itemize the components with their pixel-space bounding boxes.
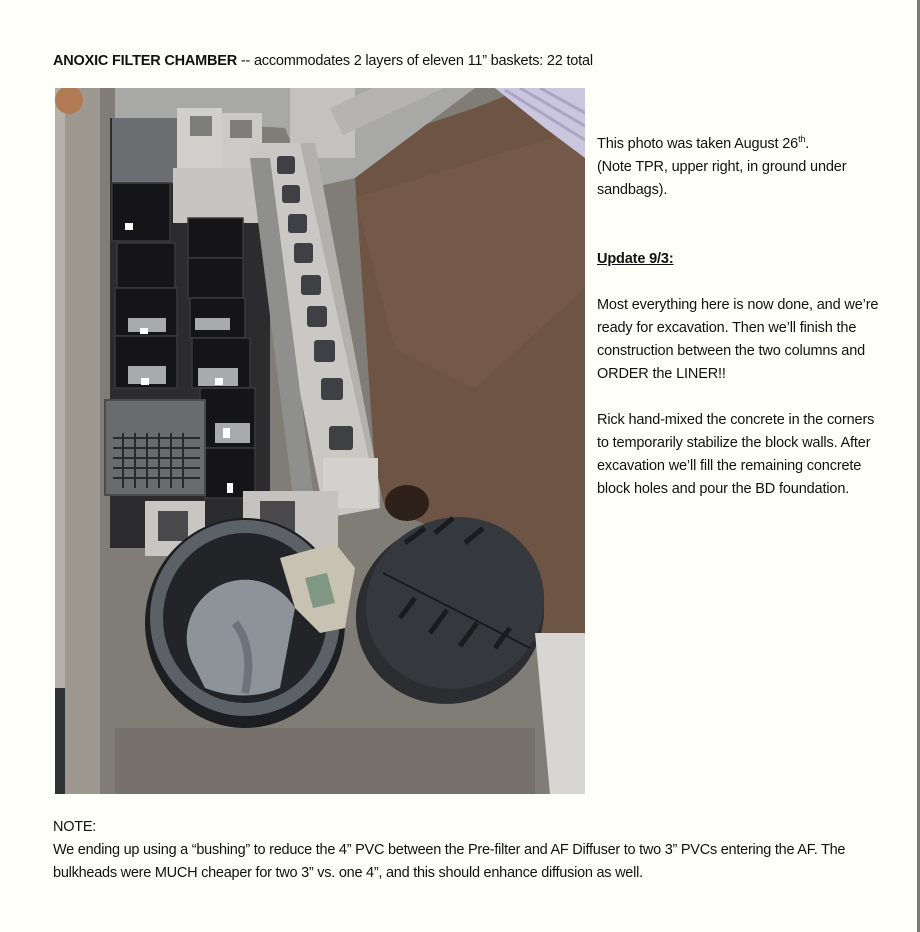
update-paragraph-2: Rick hand-mixed the concrete in the corners to temporarily stabilize the block walls. After excavation we’ll fill the remaining concrete block holes and pour the BD foundation. — [597, 412, 875, 497]
note-body: We ending up using a “bushing” to reduce the 4” PVC between the Pre-filter and AF Diffuser to two 3” PVCs entering the AF. The bulkheads were MUCH cheaper for two 3” vs. one 4”, and this should enhance diffusion as well. — [53, 842, 846, 881]
construction-photo — [55, 88, 585, 794]
note-label: NOTE: — [53, 819, 97, 835]
photo-caption-column — [597, 133, 887, 501]
photo-note-caption: (Note TPR, upper right, in ground under sandbags). — [597, 159, 847, 198]
update-heading: Update 9/3: — [597, 251, 674, 267]
note-section — [53, 816, 893, 885]
update-paragraph-1: Most everything here is now done, and we’re ready for excavation. Then we’ll finish the construction between the two columns and ORDER the LINER!! — [597, 297, 879, 382]
photo-date-caption: This photo was taken August 26th. — [597, 134, 810, 152]
heading-description: -- accommodates 2 layers of eleven 11” baskets: 22 total — [237, 53, 593, 69]
section-heading — [53, 53, 593, 69]
heading-title: ANOXIC FILTER CHAMBER — [53, 53, 238, 69]
